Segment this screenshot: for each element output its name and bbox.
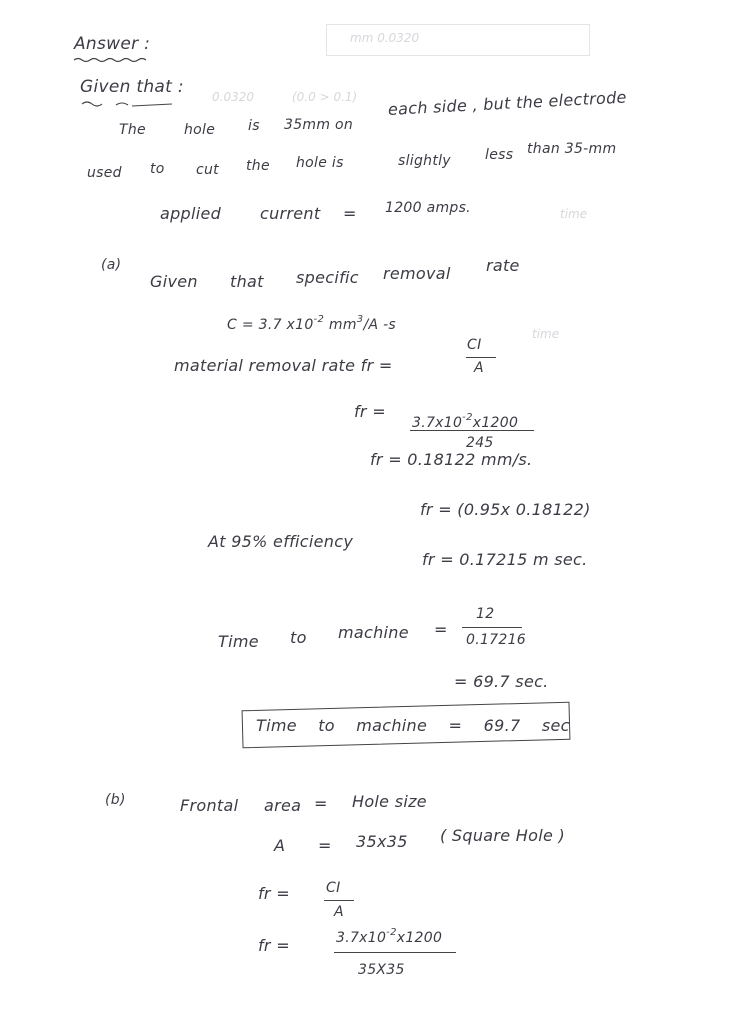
problem-text: The (119, 122, 146, 138)
efficiency-result: fr = 0.17215 m sec. (422, 550, 588, 569)
equals-sign: = (318, 836, 332, 855)
bleed-through-text: mm 0.0320 (350, 31, 420, 45)
problem-text: than 35-mm (527, 141, 617, 157)
fraction-denominator: 35X35 (358, 962, 405, 978)
unit: mm (328, 317, 357, 333)
answer-underline (72, 56, 152, 64)
fraction-denominator: A (474, 360, 484, 376)
problem-text: hole (184, 122, 216, 138)
problem-text: each side , but the electrode (387, 87, 628, 119)
fr-label: fr = (354, 402, 386, 421)
fraction-denominator: 0.17216 (466, 632, 526, 648)
problem-text: used (87, 165, 122, 181)
problem-text: hole is (296, 155, 344, 171)
area-note: ( Square Hole ) (440, 826, 566, 845)
fr-label: fr = (258, 936, 290, 955)
fraction-bar (410, 430, 534, 431)
part-b-text: area (264, 796, 302, 815)
fraction-denominator: A (334, 904, 344, 920)
fr-num: 3.7x10 (412, 415, 463, 431)
area-value: 35x35 (356, 832, 408, 851)
constant-c: C = 3.7 x10 (227, 317, 314, 333)
time-result: = 69.7 sec. (454, 672, 549, 691)
applied-label: current (260, 204, 321, 223)
problem-text: slightly (398, 153, 451, 169)
given-heading: Given that : (80, 77, 184, 97)
equals-sign: = (314, 794, 328, 813)
fraction-bar (334, 952, 456, 953)
fraction-numerator (336, 927, 442, 946)
fraction-bar (324, 900, 354, 901)
given-underline (80, 99, 180, 109)
problem-text: 35mm on (284, 117, 354, 133)
bleed-through-text: time (532, 327, 560, 341)
mrr-label: material removal rate fr = (174, 356, 393, 375)
area-label: A (274, 836, 286, 855)
fraction-numerator (412, 412, 518, 431)
applied-current-value: 1200 amps. (385, 200, 471, 216)
equals-sign: = (343, 204, 357, 223)
part-a-text: rate (486, 256, 520, 275)
problem-text: to (150, 161, 165, 177)
equals-sign: = (434, 620, 448, 639)
part-a-label: (a) (101, 257, 122, 273)
exponent: -2 (386, 927, 397, 938)
fr-num: x1200 (472, 415, 519, 431)
part-b-label: (b) (105, 792, 126, 808)
applied-label: applied (160, 204, 222, 223)
fraction-bar (462, 627, 522, 628)
fraction-numerator: CI (326, 880, 341, 896)
efficiency-label: At 95% efficiency (208, 532, 354, 551)
bleed-through-text: (0.0 > 0.1) (292, 90, 358, 104)
bleed-through-text: time (560, 207, 588, 221)
part-a-text: specific (296, 268, 359, 287)
fr-result: fr = 0.18122 mm/s. (370, 450, 533, 469)
problem-text: cut (196, 162, 219, 178)
answer-heading: Answer : (74, 34, 151, 54)
time-label: to (290, 628, 307, 647)
time-label: Time (218, 632, 259, 651)
boxed-answer: Time to machine = 69.7 sec (256, 716, 570, 735)
problem-text: is (248, 118, 260, 134)
fr-num: x1200 (396, 930, 443, 946)
exponent: 3 (356, 314, 364, 325)
specific-removal-constant (227, 314, 396, 333)
fraction-numerator: 12 (476, 606, 495, 622)
unit: /A -s (363, 317, 397, 333)
part-a-text: that (230, 272, 264, 291)
fraction-bar (466, 357, 496, 358)
part-a-text: Given (150, 272, 198, 291)
problem-text: the (246, 158, 270, 174)
fr-num: 3.7x10 (336, 930, 387, 946)
efficiency-equation: fr = (0.95x 0.18122) (420, 500, 591, 519)
problem-text: less (485, 147, 514, 163)
fraction-denominator: 245 (466, 435, 494, 451)
fraction-numerator: CI (467, 337, 482, 353)
exponent: -2 (313, 314, 325, 325)
part-b-text: Hole size (352, 792, 427, 811)
part-a-text: removal (383, 264, 451, 283)
time-label: machine (338, 623, 409, 642)
exponent: -2 (462, 412, 473, 423)
part-b-text: Frontal (180, 796, 239, 815)
bleed-through-text: 0.0320 (212, 90, 254, 104)
fr-label: fr = (258, 884, 290, 903)
